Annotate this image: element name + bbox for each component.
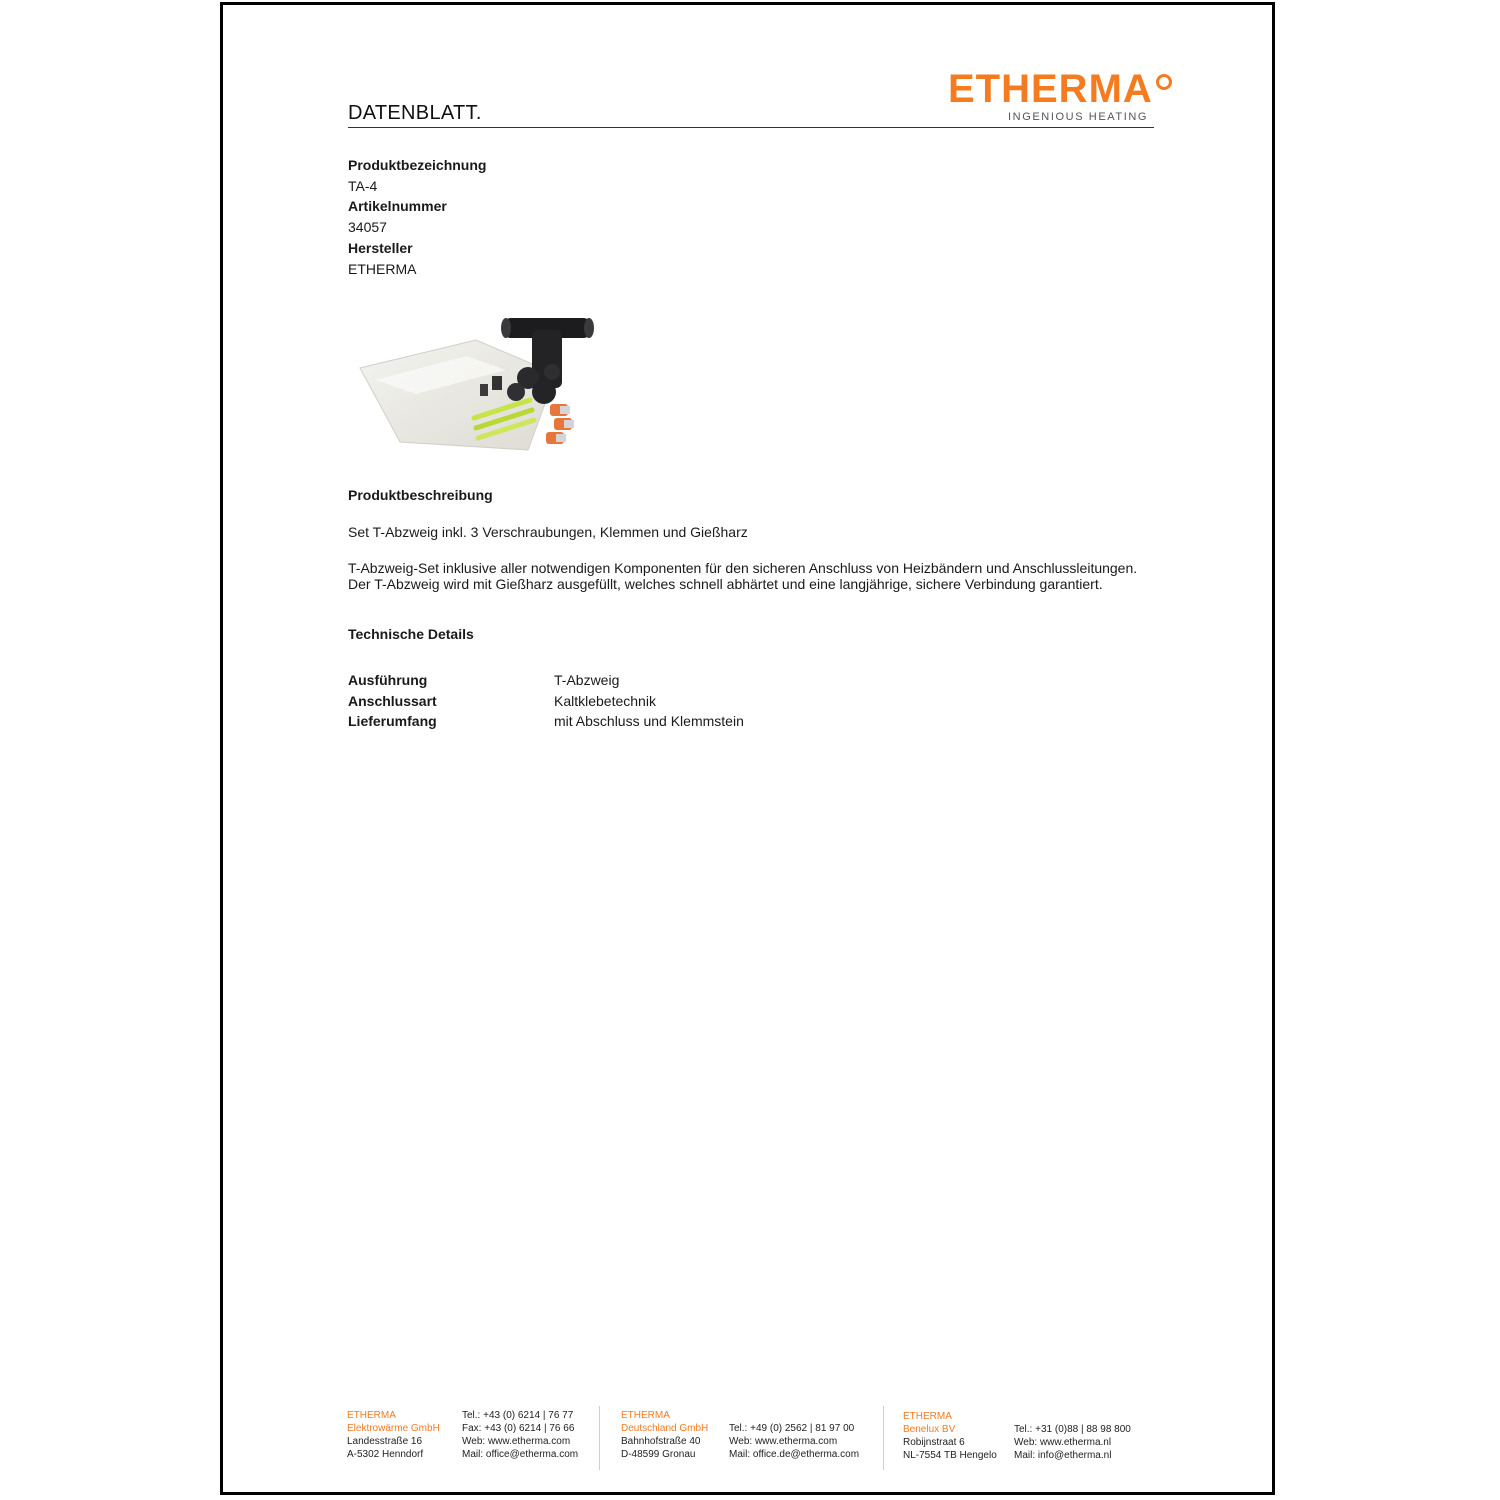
- footer-address-nl: [903, 1410, 997, 1462]
- footer-contact-at: [462, 1409, 578, 1461]
- manufacturer-label: Hersteller: [348, 240, 413, 256]
- article-number-value: 34057: [348, 219, 387, 235]
- tech-row-label: Anschlussart: [348, 693, 437, 709]
- footer-fax: Fax: +43 (0) 6214 | 76 66: [462, 1423, 575, 1434]
- footer-address-at: [347, 1409, 440, 1461]
- product-name-value: TA-4: [348, 178, 378, 194]
- footer-address-de: [621, 1409, 708, 1461]
- description-heading: Produktbeschreibung: [348, 487, 493, 503]
- footer-mail-link[interactable]: Mail: info@etherma.nl: [1014, 1450, 1112, 1461]
- footer-street: Robijnstraat 6: [903, 1437, 965, 1448]
- footer-web-link[interactable]: Web: www.etherma.nl: [1014, 1437, 1112, 1448]
- description-long-line-1: T-Abzweig-Set inklusive aller notwendigen Komponenten für den sicheren Anschluss von Heizbändern und Anschlussleitungen.: [348, 560, 1138, 576]
- footer-city: A-5302 Henndorf: [347, 1449, 424, 1460]
- footer-divider: [883, 1406, 884, 1470]
- manufacturer-value: ETHERMA: [348, 261, 417, 277]
- footer-city: NL-7554 TB Hengelo: [903, 1450, 997, 1461]
- footer-web-link[interactable]: Web: www.etherma.com: [729, 1436, 838, 1447]
- footer-tel: Tel.: +31 (0)88 | 88 98 800: [1014, 1424, 1131, 1435]
- product-name-label: Produktbezeichnung: [348, 157, 487, 173]
- footer-company: ETHERMA: [347, 1410, 396, 1421]
- footer-mail-link[interactable]: Mail: office.de@etherma.com: [729, 1449, 860, 1460]
- footer-street: Landesstraße 16: [347, 1436, 423, 1447]
- tech-row-label: Lieferumfang: [348, 713, 437, 729]
- footer-company: ETHERMA: [903, 1411, 952, 1422]
- footer-street: Bahnhofstraße 40: [621, 1436, 701, 1447]
- brand-tagline: INGENIOUS HEATING: [1008, 111, 1149, 123]
- description-short: Set T-Abzweig inkl. 3 Verschraubungen, Klemmen und Gießharz: [348, 524, 748, 540]
- footer-contact-nl: [1014, 1423, 1131, 1462]
- document-title: DATENBLATT.: [348, 102, 482, 124]
- footer-tel: Tel.: +43 (0) 6214 | 76 77: [462, 1410, 574, 1421]
- description-long-line-2: Der T-Abzweig wird mit Gießharz ausgefüllt, welches schnell abhärtet und eine langjährige, sichere Verbindung garantiert.: [348, 576, 1103, 592]
- tech-row-label: Ausführung: [348, 672, 428, 688]
- footer-mail-link[interactable]: Mail: office@etherma.com: [462, 1449, 579, 1460]
- footer-entity: Benelux BV: [903, 1424, 956, 1435]
- brand-logo-degree-icon: [1156, 74, 1172, 90]
- footer-entity: Deutschland GmbH: [621, 1423, 709, 1434]
- footer-tel: Tel.: +49 (0) 2562 | 81 97 00: [729, 1423, 855, 1434]
- footer-city: D-48599 Gronau: [621, 1449, 696, 1460]
- footer-web-link[interactable]: Web: www.etherma.com: [462, 1436, 571, 1447]
- tech-row-value: Kaltklebetechnik: [554, 693, 656, 709]
- technical-heading: Technische Details: [348, 626, 474, 642]
- tech-row-value: mit Abschluss und Klemmstein: [554, 713, 744, 729]
- footer-contact-de: [729, 1422, 859, 1461]
- footer-company: ETHERMA: [621, 1410, 670, 1421]
- brand-logo: ETHERMA: [948, 67, 1153, 111]
- footer-divider: [599, 1406, 600, 1470]
- article-number-label: Artikelnummer: [348, 198, 447, 214]
- footer-entity: Elektrowärme GmbH: [347, 1423, 440, 1434]
- product-image: [356, 310, 596, 456]
- tech-row-value: T-Abzweig: [554, 672, 620, 688]
- title-divider: [348, 127, 1154, 128]
